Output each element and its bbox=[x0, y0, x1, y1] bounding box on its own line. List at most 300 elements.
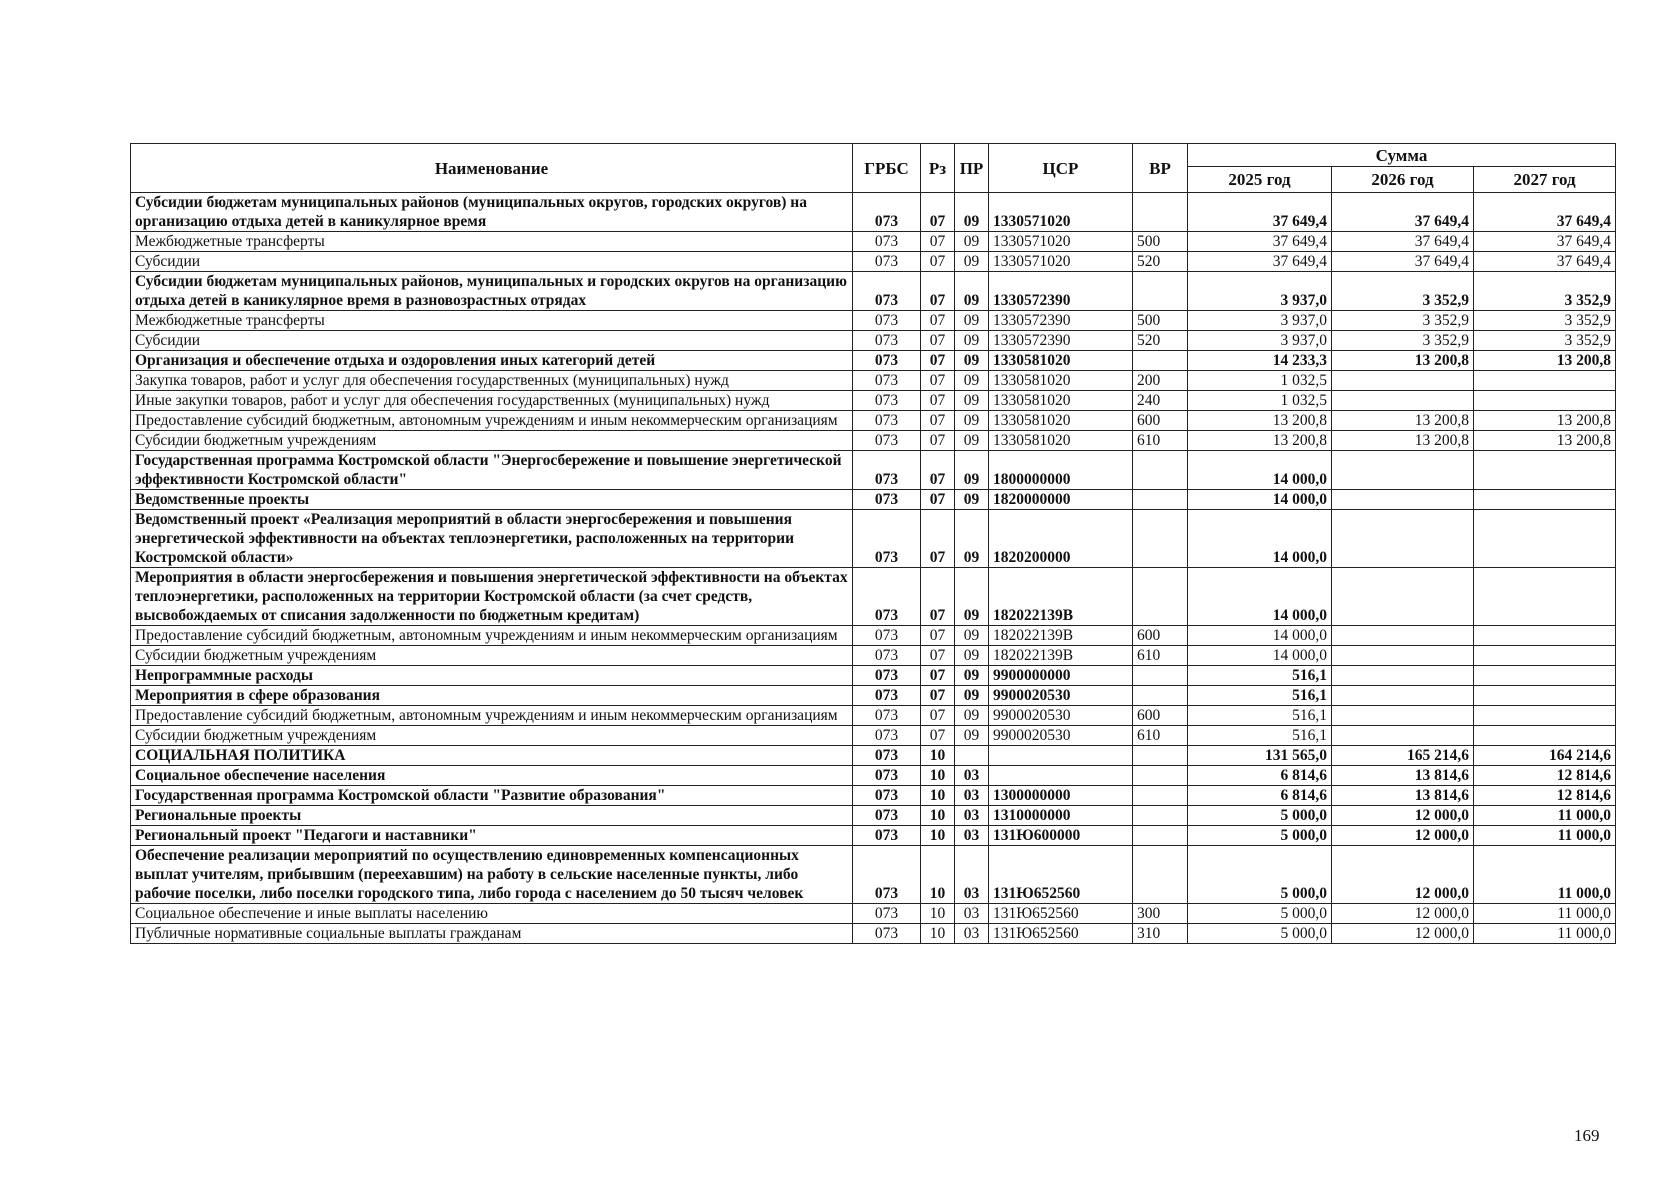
table-row bbox=[131, 232, 1616, 252]
cell-grbs: 073 bbox=[853, 431, 921, 451]
cell-vr bbox=[1133, 490, 1188, 510]
cell-csr: 1310000000 bbox=[989, 806, 1133, 826]
cell-y2025: 13 200,8 bbox=[1188, 431, 1332, 451]
cell-y2026: 12 000,0 bbox=[1332, 904, 1474, 924]
cell-name: Субсидии bbox=[131, 331, 853, 351]
cell-rz: 10 bbox=[921, 746, 955, 766]
cell-y2027 bbox=[1474, 391, 1616, 411]
cell-y2026 bbox=[1332, 451, 1474, 490]
cell-pr: 09 bbox=[955, 331, 989, 351]
cell-vr bbox=[1133, 568, 1188, 626]
cell-name: Предоставление субсидий бюджетным, автономным учреждениям и иным некоммерческим организациям bbox=[131, 706, 853, 726]
table-body bbox=[131, 193, 1616, 944]
cell-y2025: 6 814,6 bbox=[1188, 786, 1332, 806]
cell-y2025: 516,1 bbox=[1188, 726, 1332, 746]
cell-grbs: 073 bbox=[853, 766, 921, 786]
header-2026: 2026 год bbox=[1332, 167, 1474, 193]
cell-csr: 9900020530 bbox=[989, 726, 1133, 746]
cell-csr: 9900000000 bbox=[989, 666, 1133, 686]
cell-pr: 09 bbox=[955, 510, 989, 568]
cell-y2027: 12 814,6 bbox=[1474, 786, 1616, 806]
cell-rz: 10 bbox=[921, 924, 955, 944]
cell-y2025: 516,1 bbox=[1188, 666, 1332, 686]
cell-y2025: 6 814,6 bbox=[1188, 766, 1332, 786]
cell-grbs: 073 bbox=[853, 846, 921, 904]
cell-csr: 131Ю600000 bbox=[989, 826, 1133, 846]
cell-csr: 1300000000 bbox=[989, 786, 1133, 806]
cell-y2025: 14 000,0 bbox=[1188, 568, 1332, 626]
cell-y2027: 3 352,9 bbox=[1474, 311, 1616, 331]
cell-rz: 07 bbox=[921, 568, 955, 626]
cell-y2026: 37 649,4 bbox=[1332, 252, 1474, 272]
cell-grbs: 073 bbox=[853, 272, 921, 311]
cell-pr: 09 bbox=[955, 232, 989, 252]
cell-pr: 09 bbox=[955, 351, 989, 371]
cell-y2027 bbox=[1474, 371, 1616, 391]
cell-grbs: 073 bbox=[853, 786, 921, 806]
cell-y2025: 1 032,5 bbox=[1188, 391, 1332, 411]
header-name: Наименование bbox=[131, 144, 853, 193]
cell-y2025: 5 000,0 bbox=[1188, 904, 1332, 924]
cell-rz: 07 bbox=[921, 232, 955, 252]
cell-y2026 bbox=[1332, 626, 1474, 646]
cell-name: Субсидии бюджетам муниципальных районов, муниципальных и городских округов на организацию отдыха детей в каникулярное время в разновозрастных отрядах bbox=[131, 272, 853, 311]
cell-name: Межбюджетные трансферты bbox=[131, 232, 853, 252]
cell-rz: 07 bbox=[921, 371, 955, 391]
cell-vr: 610 bbox=[1133, 726, 1188, 746]
cell-name: Предоставление субсидий бюджетным, автономным учреждениям и иным некоммерческим организациям bbox=[131, 411, 853, 431]
cell-y2027: 12 814,6 bbox=[1474, 766, 1616, 786]
cell-y2027: 13 200,8 bbox=[1474, 431, 1616, 451]
cell-pr: 09 bbox=[955, 626, 989, 646]
cell-y2026: 3 352,9 bbox=[1332, 272, 1474, 311]
cell-name: Обеспечение реализации мероприятий по осуществлению единовременных компенсационных выплат учителям, прибывшим (переехавшим) на работу в сельские населенные пункты, либо рабочие поселки, либо поселки городского типа, либо города с населением до 50 тысяч человек bbox=[131, 846, 853, 904]
cell-y2027: 11 000,0 bbox=[1474, 924, 1616, 944]
cell-y2027: 37 649,4 bbox=[1474, 252, 1616, 272]
table-row bbox=[131, 252, 1616, 272]
cell-pr: 03 bbox=[955, 846, 989, 904]
cell-y2026: 12 000,0 bbox=[1332, 826, 1474, 846]
cell-y2027 bbox=[1474, 451, 1616, 490]
cell-rz: 07 bbox=[921, 490, 955, 510]
cell-y2026 bbox=[1332, 686, 1474, 706]
cell-pr: 09 bbox=[955, 568, 989, 626]
cell-rz: 07 bbox=[921, 351, 955, 371]
cell-rz: 07 bbox=[921, 311, 955, 331]
budget-table bbox=[130, 143, 1616, 944]
cell-y2027: 11 000,0 bbox=[1474, 826, 1616, 846]
cell-grbs: 073 bbox=[853, 331, 921, 351]
cell-y2025: 516,1 bbox=[1188, 686, 1332, 706]
cell-y2026: 37 649,4 bbox=[1332, 193, 1474, 232]
cell-csr: 1820000000 bbox=[989, 490, 1133, 510]
table-row bbox=[131, 746, 1616, 766]
cell-rz: 07 bbox=[921, 686, 955, 706]
cell-vr bbox=[1133, 451, 1188, 490]
cell-rz: 07 bbox=[921, 391, 955, 411]
cell-y2025: 516,1 bbox=[1188, 706, 1332, 726]
cell-vr bbox=[1133, 826, 1188, 846]
cell-y2025: 3 937,0 bbox=[1188, 311, 1332, 331]
cell-name: Социальное обеспечение и иные выплаты населению bbox=[131, 904, 853, 924]
cell-grbs: 073 bbox=[853, 646, 921, 666]
cell-name: Социальное обеспечение населения bbox=[131, 766, 853, 786]
cell-y2026: 37 649,4 bbox=[1332, 232, 1474, 252]
header-sum: Сумма bbox=[1188, 144, 1616, 167]
cell-y2025: 14 000,0 bbox=[1188, 451, 1332, 490]
cell-y2027 bbox=[1474, 706, 1616, 726]
cell-name: Непрограммные расходы bbox=[131, 666, 853, 686]
cell-pr: 09 bbox=[955, 431, 989, 451]
cell-rz: 10 bbox=[921, 806, 955, 826]
cell-csr bbox=[989, 746, 1133, 766]
table-row bbox=[131, 666, 1616, 686]
cell-y2025: 37 649,4 bbox=[1188, 252, 1332, 272]
cell-rz: 10 bbox=[921, 786, 955, 806]
table-row bbox=[131, 786, 1616, 806]
cell-csr: 1330581020 bbox=[989, 351, 1133, 371]
cell-grbs: 073 bbox=[853, 451, 921, 490]
table-row bbox=[131, 411, 1616, 431]
cell-y2026 bbox=[1332, 371, 1474, 391]
cell-pr: 09 bbox=[955, 686, 989, 706]
cell-rz: 07 bbox=[921, 411, 955, 431]
cell-y2026 bbox=[1332, 391, 1474, 411]
cell-y2025: 14 000,0 bbox=[1188, 510, 1332, 568]
cell-grbs: 073 bbox=[853, 924, 921, 944]
cell-y2026: 165 214,6 bbox=[1332, 746, 1474, 766]
cell-vr bbox=[1133, 786, 1188, 806]
cell-rz: 07 bbox=[921, 510, 955, 568]
cell-csr: 9900020530 bbox=[989, 706, 1133, 726]
cell-y2025: 14 000,0 bbox=[1188, 626, 1332, 646]
header-rz: Рз bbox=[921, 144, 955, 193]
cell-csr: 1330581020 bbox=[989, 411, 1133, 431]
table-row bbox=[131, 391, 1616, 411]
cell-name: СОЦИАЛЬНАЯ ПОЛИТИКА bbox=[131, 746, 853, 766]
cell-name: Региональные проекты bbox=[131, 806, 853, 826]
cell-grbs: 073 bbox=[853, 311, 921, 331]
cell-pr: 03 bbox=[955, 826, 989, 846]
cell-csr: 1330581020 bbox=[989, 371, 1133, 391]
cell-rz: 07 bbox=[921, 272, 955, 311]
cell-grbs: 073 bbox=[853, 626, 921, 646]
cell-name: Государственная программа Костромской области "Развитие образования" bbox=[131, 786, 853, 806]
table-row bbox=[131, 766, 1616, 786]
table-row bbox=[131, 510, 1616, 568]
cell-pr: 09 bbox=[955, 371, 989, 391]
cell-vr bbox=[1133, 846, 1188, 904]
table-row bbox=[131, 371, 1616, 391]
cell-csr: 131Ю652560 bbox=[989, 904, 1133, 924]
cell-pr: 03 bbox=[955, 786, 989, 806]
cell-y2027 bbox=[1474, 510, 1616, 568]
cell-y2027 bbox=[1474, 686, 1616, 706]
cell-vr bbox=[1133, 351, 1188, 371]
cell-y2025: 14 233,3 bbox=[1188, 351, 1332, 371]
header-vr: ВР bbox=[1133, 144, 1188, 193]
cell-csr: 1330571020 bbox=[989, 252, 1133, 272]
cell-y2027 bbox=[1474, 646, 1616, 666]
cell-csr: 1330581020 bbox=[989, 391, 1133, 411]
cell-grbs: 073 bbox=[853, 371, 921, 391]
cell-y2027 bbox=[1474, 726, 1616, 746]
cell-pr: 09 bbox=[955, 451, 989, 490]
cell-y2026 bbox=[1332, 568, 1474, 626]
cell-y2027: 164 214,6 bbox=[1474, 746, 1616, 766]
cell-rz: 07 bbox=[921, 626, 955, 646]
header-2025: 2025 год bbox=[1188, 167, 1332, 193]
cell-name: Субсидии бюджетным учреждениям bbox=[131, 431, 853, 451]
cell-name: Иные закупки товаров, работ и услуг для обеспечения государственных (муниципальных) нужд bbox=[131, 391, 853, 411]
cell-y2026: 13 814,6 bbox=[1332, 766, 1474, 786]
cell-grbs: 073 bbox=[853, 904, 921, 924]
cell-vr: 600 bbox=[1133, 626, 1188, 646]
cell-grbs: 073 bbox=[853, 706, 921, 726]
cell-y2025: 3 937,0 bbox=[1188, 331, 1332, 351]
cell-y2027: 3 352,9 bbox=[1474, 331, 1616, 351]
cell-name: Мероприятия в сфере образования bbox=[131, 686, 853, 706]
cell-vr: 600 bbox=[1133, 411, 1188, 431]
cell-name: Межбюджетные трансферты bbox=[131, 311, 853, 331]
cell-name: Государственная программа Костромской области "Энергосбережение и повышение энергетической эффективности Костромской области" bbox=[131, 451, 853, 490]
table-row bbox=[131, 351, 1616, 371]
cell-vr: 520 bbox=[1133, 331, 1188, 351]
cell-rz: 07 bbox=[921, 646, 955, 666]
cell-grbs: 073 bbox=[853, 252, 921, 272]
cell-csr: 182022139В bbox=[989, 626, 1133, 646]
cell-y2027: 11 000,0 bbox=[1474, 904, 1616, 924]
cell-y2027: 13 200,8 bbox=[1474, 411, 1616, 431]
cell-y2027 bbox=[1474, 666, 1616, 686]
cell-vr: 520 bbox=[1133, 252, 1188, 272]
cell-y2026 bbox=[1332, 510, 1474, 568]
cell-grbs: 073 bbox=[853, 666, 921, 686]
cell-rz: 07 bbox=[921, 726, 955, 746]
cell-pr: 03 bbox=[955, 766, 989, 786]
cell-vr: 300 bbox=[1133, 904, 1188, 924]
table-row bbox=[131, 846, 1616, 904]
cell-pr: 09 bbox=[955, 193, 989, 232]
cell-grbs: 073 bbox=[853, 806, 921, 826]
cell-csr: 131Ю652560 bbox=[989, 924, 1133, 944]
cell-name: Субсидии бюджетным учреждениям bbox=[131, 726, 853, 746]
cell-vr bbox=[1133, 686, 1188, 706]
cell-y2026: 13 200,8 bbox=[1332, 351, 1474, 371]
cell-y2026: 13 200,8 bbox=[1332, 431, 1474, 451]
cell-y2025: 14 000,0 bbox=[1188, 490, 1332, 510]
cell-y2026 bbox=[1332, 646, 1474, 666]
cell-vr: 600 bbox=[1133, 706, 1188, 726]
cell-rz: 07 bbox=[921, 451, 955, 490]
table-row bbox=[131, 490, 1616, 510]
cell-y2025: 5 000,0 bbox=[1188, 924, 1332, 944]
cell-name: Организация и обеспечение отдыха и оздоровления иных категорий детей bbox=[131, 351, 853, 371]
cell-vr bbox=[1133, 193, 1188, 232]
header-pr: ПР bbox=[955, 144, 989, 193]
table-row bbox=[131, 311, 1616, 331]
cell-vr: 500 bbox=[1133, 232, 1188, 252]
cell-grbs: 073 bbox=[853, 686, 921, 706]
cell-y2025: 37 649,4 bbox=[1188, 232, 1332, 252]
cell-name: Субсидии bbox=[131, 252, 853, 272]
cell-name: Ведомственный проект «Реализация мероприятий в области энергосбережения и повышения энергетической эффективности на объектах теплоэнергетики, расположенных на территории Костромской области» bbox=[131, 510, 853, 568]
cell-grbs: 073 bbox=[853, 193, 921, 232]
cell-y2025: 5 000,0 bbox=[1188, 846, 1332, 904]
cell-grbs: 073 bbox=[853, 411, 921, 431]
cell-vr bbox=[1133, 806, 1188, 826]
table-row bbox=[131, 646, 1616, 666]
cell-grbs: 073 bbox=[853, 351, 921, 371]
cell-csr bbox=[989, 766, 1133, 786]
cell-y2026: 13 814,6 bbox=[1332, 786, 1474, 806]
cell-grbs: 073 bbox=[853, 568, 921, 626]
cell-y2025: 5 000,0 bbox=[1188, 806, 1332, 826]
table-row bbox=[131, 331, 1616, 351]
table-row bbox=[131, 193, 1616, 232]
cell-y2026: 12 000,0 bbox=[1332, 924, 1474, 944]
table-row bbox=[131, 626, 1616, 646]
table-row bbox=[131, 272, 1616, 311]
cell-grbs: 073 bbox=[853, 826, 921, 846]
table-row bbox=[131, 826, 1616, 846]
cell-y2026 bbox=[1332, 490, 1474, 510]
cell-name: Субсидии бюджетным учреждениям bbox=[131, 646, 853, 666]
table-row bbox=[131, 568, 1616, 626]
cell-pr: 03 bbox=[955, 806, 989, 826]
cell-csr: 1330572390 bbox=[989, 311, 1133, 331]
cell-vr: 200 bbox=[1133, 371, 1188, 391]
cell-y2025: 13 200,8 bbox=[1188, 411, 1332, 431]
cell-csr: 1330572390 bbox=[989, 331, 1133, 351]
cell-pr: 03 bbox=[955, 904, 989, 924]
cell-y2026: 12 000,0 bbox=[1332, 846, 1474, 904]
cell-name: Закупка товаров, работ и услуг для обеспечения государственных (муниципальных) нужд bbox=[131, 371, 853, 391]
cell-name: Мероприятия в области энергосбережения и повышения энергетической эффективности на объектах теплоэнергетики, расположенных на территории Костромской области (за счет средств, высвобождаемых от списания задолженности по бюджетным кредитам) bbox=[131, 568, 853, 626]
cell-y2027: 37 649,4 bbox=[1474, 232, 1616, 252]
cell-y2027 bbox=[1474, 626, 1616, 646]
cell-pr: 09 bbox=[955, 490, 989, 510]
cell-rz: 07 bbox=[921, 252, 955, 272]
cell-vr: 500 bbox=[1133, 311, 1188, 331]
cell-vr bbox=[1133, 766, 1188, 786]
cell-y2026 bbox=[1332, 726, 1474, 746]
cell-y2027: 11 000,0 bbox=[1474, 806, 1616, 826]
cell-name: Ведомственные проекты bbox=[131, 490, 853, 510]
cell-y2027: 3 352,9 bbox=[1474, 272, 1616, 311]
cell-vr bbox=[1133, 272, 1188, 311]
cell-grbs: 073 bbox=[853, 232, 921, 252]
cell-name: Публичные нормативные социальные выплаты гражданам bbox=[131, 924, 853, 944]
cell-pr: 09 bbox=[955, 666, 989, 686]
cell-rz: 07 bbox=[921, 193, 955, 232]
cell-vr: 610 bbox=[1133, 646, 1188, 666]
cell-pr: 09 bbox=[955, 391, 989, 411]
cell-grbs: 073 bbox=[853, 510, 921, 568]
header-csr: ЦСР bbox=[989, 144, 1133, 193]
cell-y2025: 14 000,0 bbox=[1188, 646, 1332, 666]
cell-rz: 07 bbox=[921, 706, 955, 726]
table-row bbox=[131, 706, 1616, 726]
table-row bbox=[131, 806, 1616, 826]
cell-y2026: 3 352,9 bbox=[1332, 311, 1474, 331]
cell-rz: 10 bbox=[921, 766, 955, 786]
cell-y2026: 3 352,9 bbox=[1332, 331, 1474, 351]
cell-y2027 bbox=[1474, 490, 1616, 510]
cell-rz: 07 bbox=[921, 666, 955, 686]
cell-y2025: 5 000,0 bbox=[1188, 826, 1332, 846]
cell-rz: 10 bbox=[921, 826, 955, 846]
cell-csr: 1330571020 bbox=[989, 232, 1133, 252]
cell-csr: 131Ю652560 bbox=[989, 846, 1133, 904]
table-row bbox=[131, 686, 1616, 706]
cell-grbs: 073 bbox=[853, 726, 921, 746]
cell-y2026: 13 200,8 bbox=[1332, 411, 1474, 431]
cell-y2027: 37 649,4 bbox=[1474, 193, 1616, 232]
cell-pr: 09 bbox=[955, 646, 989, 666]
cell-grbs: 073 bbox=[853, 490, 921, 510]
cell-vr bbox=[1133, 666, 1188, 686]
cell-csr: 1820200000 bbox=[989, 510, 1133, 568]
cell-rz: 10 bbox=[921, 904, 955, 924]
cell-vr bbox=[1133, 510, 1188, 568]
cell-y2026: 12 000,0 bbox=[1332, 806, 1474, 826]
cell-csr: 182022139В bbox=[989, 568, 1133, 626]
cell-vr: 610 bbox=[1133, 431, 1188, 451]
cell-rz: 07 bbox=[921, 331, 955, 351]
cell-csr: 182022139В bbox=[989, 646, 1133, 666]
cell-grbs: 073 bbox=[853, 391, 921, 411]
cell-y2025: 131 565,0 bbox=[1188, 746, 1332, 766]
page-number: 169 bbox=[1574, 1126, 1600, 1145]
cell-y2025: 1 032,5 bbox=[1188, 371, 1332, 391]
cell-vr: 240 bbox=[1133, 391, 1188, 411]
cell-pr: 09 bbox=[955, 252, 989, 272]
cell-csr: 1330572390 bbox=[989, 272, 1133, 311]
cell-pr: 09 bbox=[955, 706, 989, 726]
cell-y2027: 11 000,0 bbox=[1474, 846, 1616, 904]
cell-csr: 1800000000 bbox=[989, 451, 1133, 490]
header-2027: 2027 год bbox=[1474, 167, 1616, 193]
cell-pr: 09 bbox=[955, 411, 989, 431]
cell-pr: 09 bbox=[955, 726, 989, 746]
cell-pr: 09 bbox=[955, 311, 989, 331]
cell-y2025: 3 937,0 bbox=[1188, 272, 1332, 311]
cell-y2026 bbox=[1332, 666, 1474, 686]
cell-name: Предоставление субсидий бюджетным, автономным учреждениям и иным некоммерческим организациям bbox=[131, 626, 853, 646]
cell-rz: 07 bbox=[921, 431, 955, 451]
cell-csr: 1330571020 bbox=[989, 193, 1133, 232]
cell-y2027: 13 200,8 bbox=[1474, 351, 1616, 371]
table-row bbox=[131, 924, 1616, 944]
cell-csr: 1330581020 bbox=[989, 431, 1133, 451]
table-row bbox=[131, 431, 1616, 451]
cell-y2027 bbox=[1474, 568, 1616, 626]
cell-grbs: 073 bbox=[853, 746, 921, 766]
cell-vr bbox=[1133, 746, 1188, 766]
cell-name: Субсидии бюджетам муниципальных районов (муниципальных округов, городских округов) на организацию отдыха детей в каникулярное время bbox=[131, 193, 853, 232]
cell-pr: 09 bbox=[955, 272, 989, 311]
table-row bbox=[131, 451, 1616, 490]
cell-name: Региональный проект "Педагоги и наставники" bbox=[131, 826, 853, 846]
cell-csr: 9900020530 bbox=[989, 686, 1133, 706]
table-row bbox=[131, 904, 1616, 924]
header-grbs: ГРБС bbox=[853, 144, 921, 193]
table-row bbox=[131, 726, 1616, 746]
cell-rz: 10 bbox=[921, 846, 955, 904]
cell-y2025: 37 649,4 bbox=[1188, 193, 1332, 232]
cell-pr bbox=[955, 746, 989, 766]
